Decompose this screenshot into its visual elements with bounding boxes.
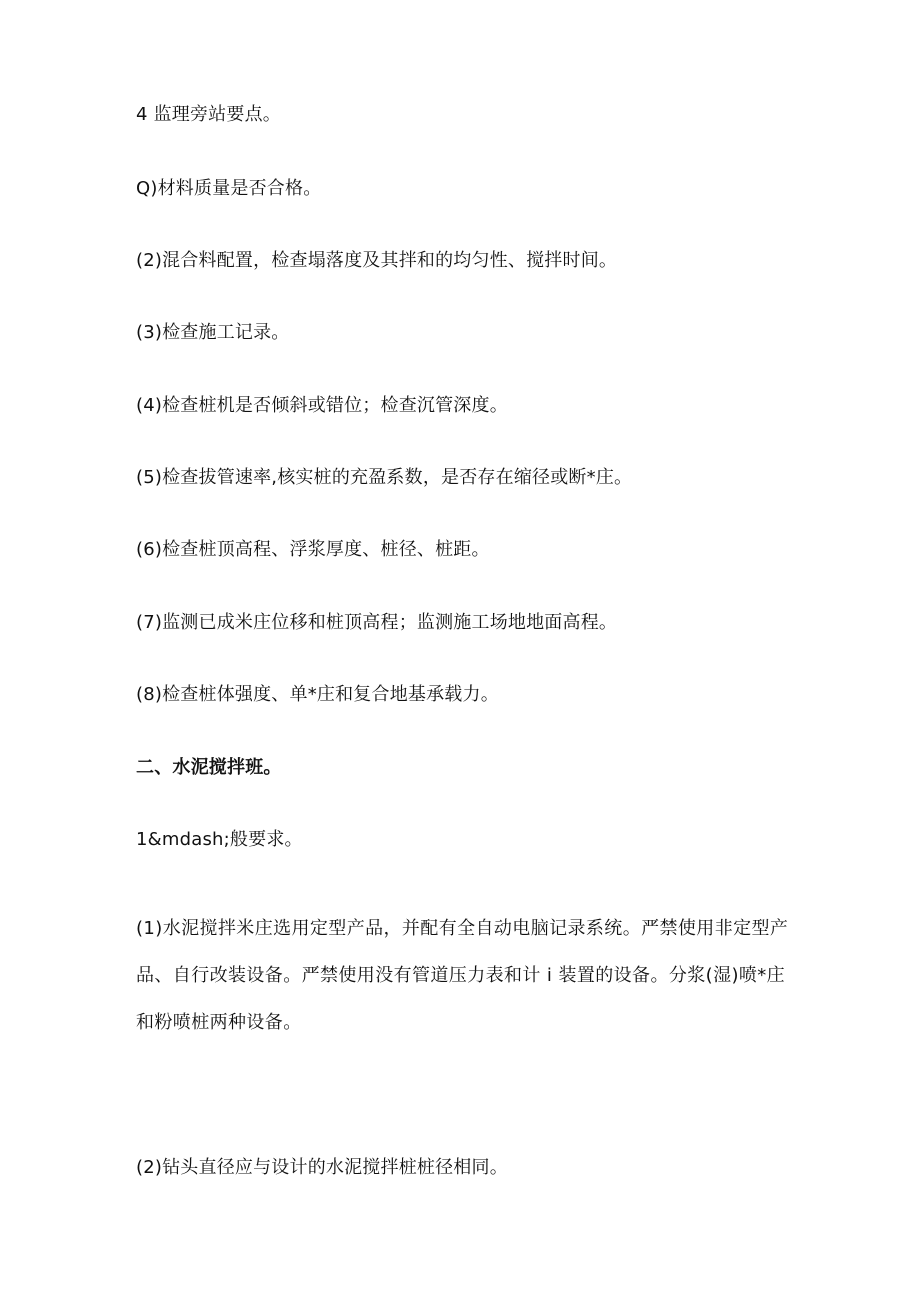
subheading-general-requirements: 1&mdash;般要求。 [136, 829, 303, 850]
list-item-pile-top-elevation: (6)检查桩顶高程、浮浆厚度、桩径、桩距。 [136, 539, 490, 560]
list-item-pipe-pulling-rate: (5)检查拔管速率,核实桩的充盈系数，是否存在缩径或断*庄。 [136, 467, 633, 488]
paragraph-equipment-requirements: (1)水泥搅拌米庄选用定型产品，并配有全自动电脑记录系统。严禁使用非定型产品、自行改装设备。严禁使用没有管道压力表和计 i 装置的设备。分浆(湿)喷*庄和粉喷桩两种设备。 [136, 918, 789, 1033]
list-item-construction-records: (3)检查施工记录。 [136, 322, 290, 343]
list-item-displacement-monitoring: (7)监测已成米庄位移和桩顶高程；监测施工场地地面高程。 [136, 612, 618, 633]
list-item-mixture-config: (2)混合料配置，检查塌落度及其拌和的均匀性、搅拌时间。 [136, 250, 618, 271]
section-heading-cement-mixing: 二、水泥搅拌班。 [136, 757, 282, 778]
list-item-material-quality: Q)材料质量是否合格。 [136, 178, 322, 199]
list-item-pile-machine-check: (4)检查桩机是否倾斜或错位；检查沉管深度。 [136, 395, 508, 416]
list-item-pile-strength: (8)检查桩体强度、单*庄和复合地基承载力。 [136, 684, 499, 705]
section-title-supervision-points: 4 监理旁站要点。 [136, 104, 281, 125]
paragraph-drill-bit-diameter: (2)钻头直径应与设计的水泥搅拌桩桩径相同。 [136, 1157, 508, 1178]
